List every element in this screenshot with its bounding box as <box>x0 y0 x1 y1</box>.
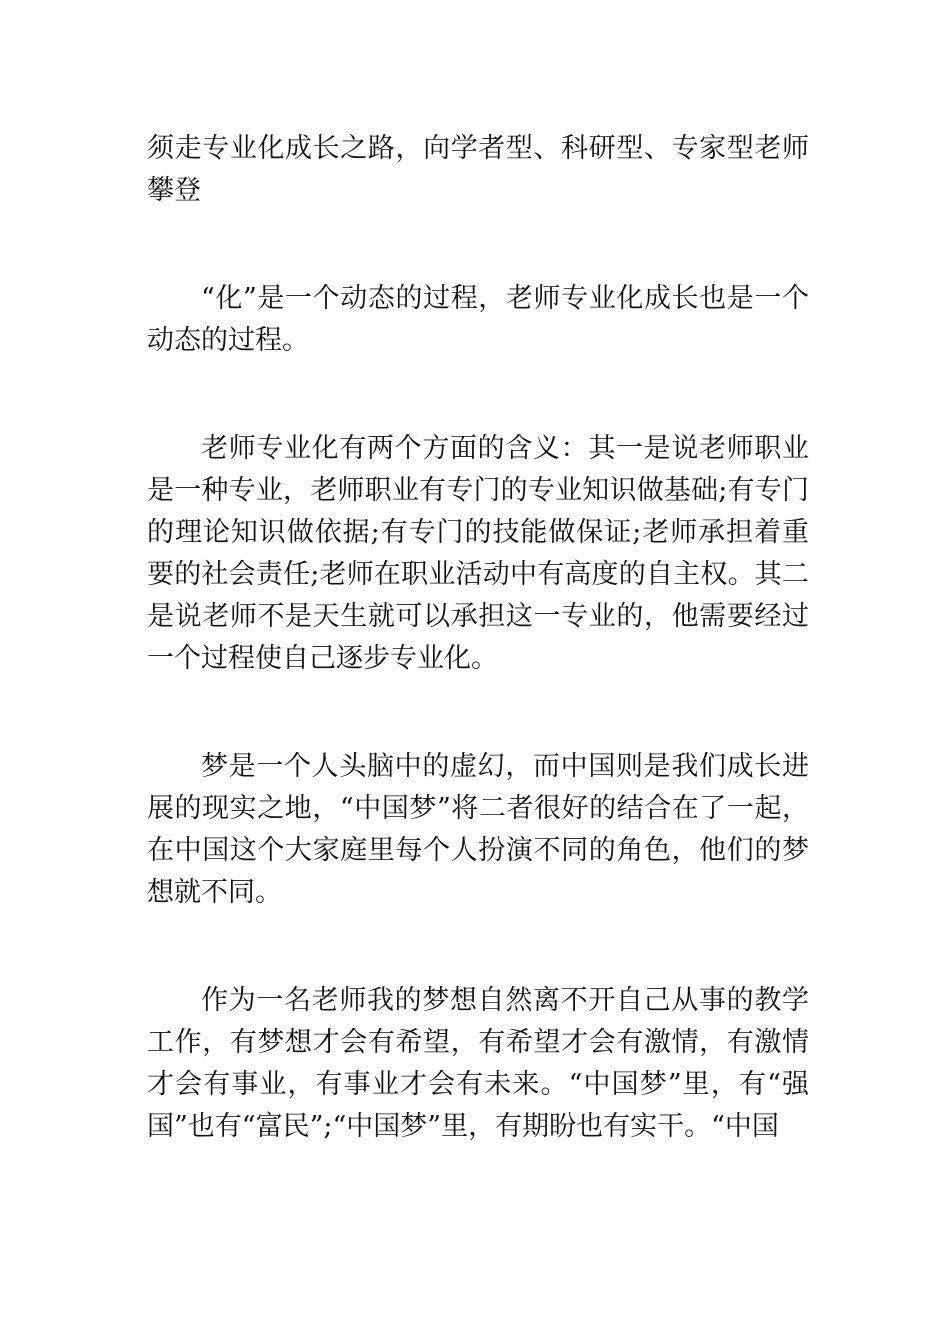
paragraph-4: 梦是一个人头脑中的虚幻，而中国则是我们成长进展的现实之地，“中国梦”将二者很好的结合在了一起，在中国这个大家庭里每个人扮演不同的角色，他们的梦想就不同。 <box>147 751 809 908</box>
paragraph-5: 作为一名老师我的梦想自然离不开自己从事的教学工作，有梦想才会有希望，有希望才会有激情，有激情才会有事业，有事业才会有未来。“中国梦”里，有“强国”也有“富民”;“中国梦”里，有期盼也有实干。“中国 <box>147 985 809 1142</box>
paragraph-2: “化”是一个动态的过程，老师专业化成长也是一个动态的过程。 <box>147 283 809 356</box>
paragraph-3: 老师专业化有两个方面的含义：其一是说老师职业是一种专业，老师职业有专门的专业知识做基础;有专门的理论知识做依据;有专门的技能做保证;老师承担着重要的社会责任;老师在职业活动中有高度的自主权。其二是说老师不是天生就可以承担这一专业的，他需要经过一个过程使自己逐步专业化。 <box>147 433 809 674</box>
document-body <box>147 128 809 1214</box>
paragraph-1: 须走专业化成长之路，向学者型、科研型、专家型老师攀登 <box>147 133 809 206</box>
